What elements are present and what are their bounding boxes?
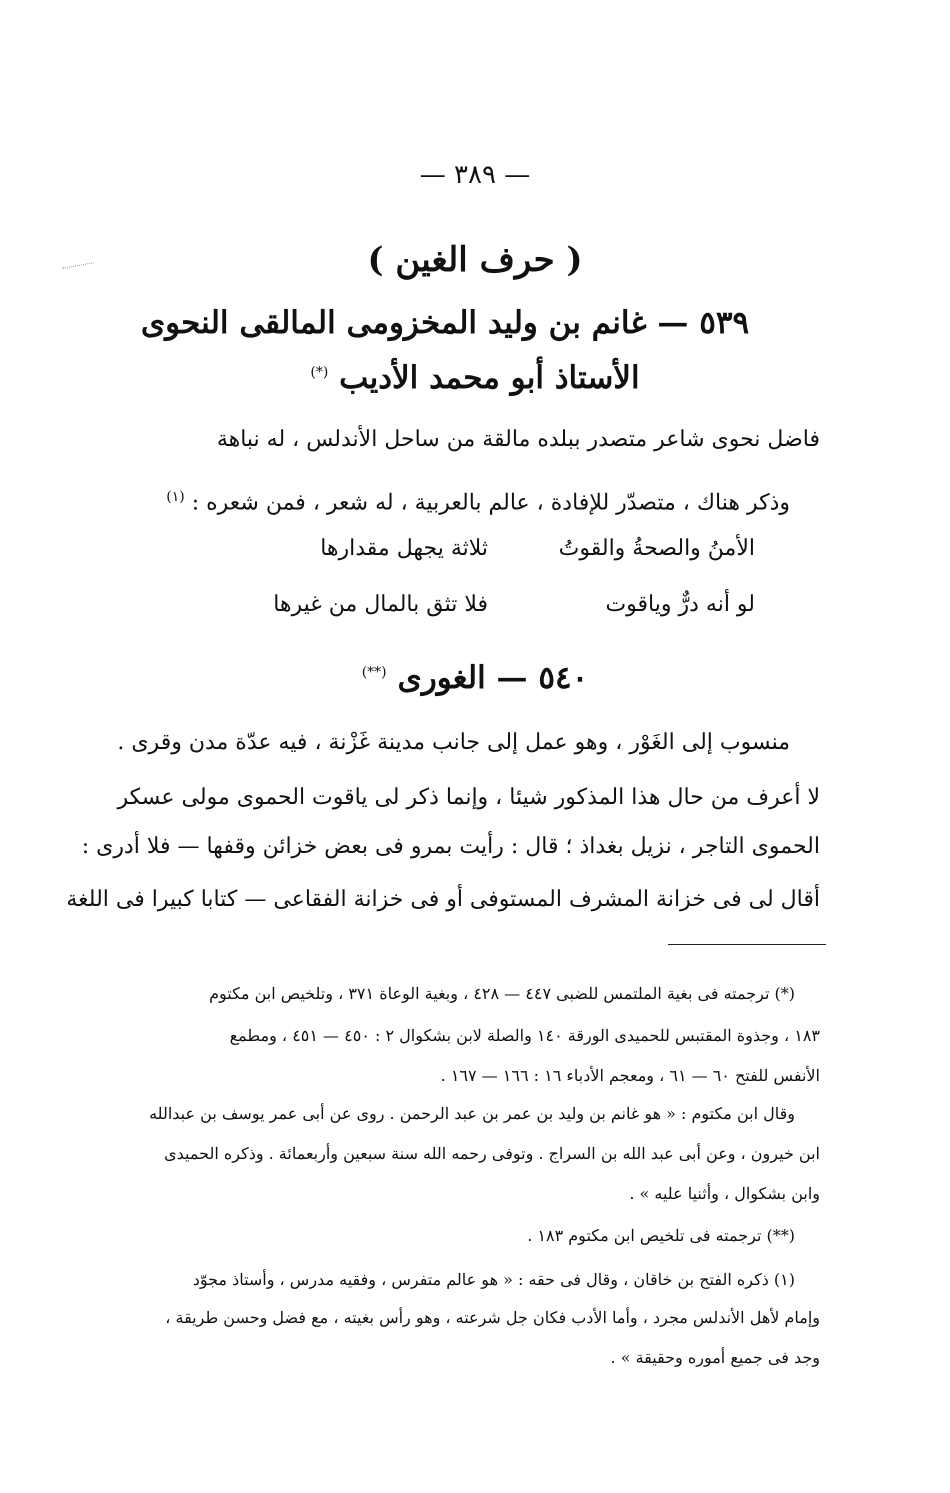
footnote-line: الأنفس للفتح ٦٠ — ٦١ ، ومعجم الأدباء ١٦ : ١٦٦ — ١٦٧ . bbox=[440, 1066, 820, 1085]
entry-539-subtitle bbox=[0, 360, 950, 396]
entry-540-line-3: الحموى التاجر ، نزيل بغداذ ؛ قال : رأيت بمرو فى بعض خزائن وقفها — فلا أدرى : bbox=[81, 834, 820, 859]
footnote-line: (١) ذكره الفتح بن خاقان ، وقال فى حقه : « هو عالم متفرس ، وفقيه مدرس ، وأستاذ مجوّد bbox=[192, 1270, 795, 1289]
entry-540-line-2: لا أعرف من حال هذا المذكور شيئا ، وإنما ذكر لى ياقوت الحموى مولى عسكر bbox=[117, 785, 820, 810]
footnote-marker-1: (١) bbox=[166, 489, 185, 505]
footnote-separator bbox=[668, 944, 826, 945]
entry-539-subtitle-text: الأستاذ أبو محمد الأديب bbox=[339, 360, 640, 396]
entry-540-line-1: منسوب إلى الغَوْر ، وهو عمل إلى جانب مدينة غَزْنة ، فيه عدّة مدن وقرى . bbox=[117, 730, 790, 755]
section-heading: ( حرف الغين ) bbox=[367, 240, 583, 280]
entry-539-line-2 bbox=[166, 482, 790, 518]
verse-1-first-hemistich: ثلاثة يجهل مقدارها bbox=[320, 536, 488, 561]
footnote-line: وقال ابن مكتوم : « هو غانم بن وليد بن عمر بن عبد الرحمن . روى عن أبى عمر يوسف بن عبدالله bbox=[149, 1104, 795, 1123]
footnote-line: وإمام لأهل الأندلس مجرد ، وأما الأدب فكان جل شرعته ، وهو رأس بغيته ، مع فضل وحسن طريقة ، bbox=[165, 1308, 820, 1327]
footnote-marker-double-star: (**) bbox=[361, 664, 387, 681]
entry-540-line-4: أقال لى فى خزانة المشرف المستوفى أو فى خزانة الفقاعى — كتابا كبيرا فى اللغة bbox=[66, 887, 820, 912]
verse-2-first-hemistich: فلا تثق بالمال من غيرها bbox=[273, 592, 488, 617]
entry-540-title bbox=[0, 660, 950, 696]
entry-539-line-1: فاضل نحوى شاعر متصدر ببلده مالقة من ساحل الأندلس ، له نباهة bbox=[216, 427, 820, 452]
footnote-line: ١٨٣ ، وجذوة المقتبس للحميدى الورقة ١٤٠ والصلة لابن بشكوال ٢ : ٤٥٠ — ٤٥١ ، ومطمع bbox=[229, 1026, 820, 1045]
footnote-line: وجد فى جميع أموره وحقيقة » . bbox=[610, 1348, 820, 1367]
footnote-line: (*) ترجمته فى بغية الملتمس للضبى ٤٤٧ — ٤٢٨ ، وبغية الوعاة ٣٧١ ، وتلخيص ابن مكتوم bbox=[209, 984, 795, 1003]
entry-540-title-text: ٥٤٠ — الغورى bbox=[397, 660, 589, 696]
footnote-line: وابن بشكوال ، وأثنيا عليه » . bbox=[629, 1184, 820, 1203]
verse-2-second-hemistich: لو أنه درٌّ وياقوت bbox=[605, 592, 755, 617]
entry-539-line-2-text: وذكر هناك ، متصدّر للإفادة ، عالم بالعربية ، له شعر ، فمن شعره : bbox=[191, 490, 790, 516]
page-number: — ٣٨٩ — bbox=[419, 160, 531, 190]
entry-539-title: ٥٣٩ — غانم بن وليد المخزومى المالقى النحوى bbox=[140, 305, 750, 341]
footnote-line: ابن خيرون ، وعن أبى عبد الله بن السراج . وتوفى رحمه الله سنة سبعين وأربعمائة . وذكره الحميدى bbox=[164, 1144, 820, 1163]
footnote-line: (**) ترجمته فى تلخيص ابن مكتوم ١٨٣ . bbox=[527, 1226, 795, 1245]
verse-1-second-hemistich: الأمنُ والصحةُ والقوتُ bbox=[558, 536, 755, 561]
footnote-marker-star: (*) bbox=[310, 364, 329, 381]
